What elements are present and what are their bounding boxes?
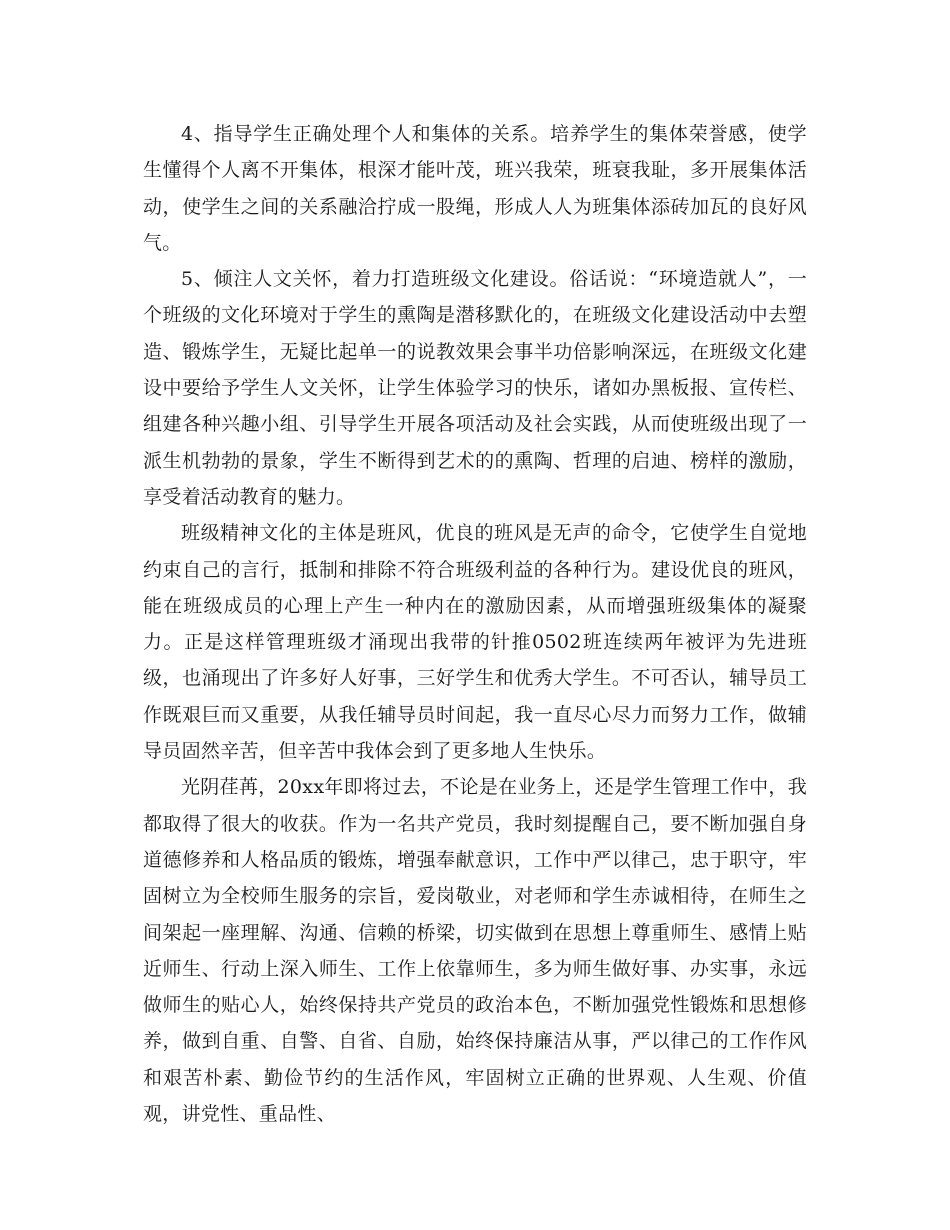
paragraph-year-summary: 光阴荏苒，20xx年即将过去，不论是在业务上，还是学生管理工作中，我都取得了很大的收获。作为一名共产党员，我时刻提醒自己，要不断加强自身道德修养和人格品质的锻炼，增强奉献意识，工作中严以律己，忠于职守，牢固树立为全校师生服务的宗旨，爱岗敬业，对老师和学生赤诚相待，在师生之间架起一座理解、沟通、信赖的桥梁，切实做到在思想上尊重师生、感情上贴近师生、行动上深入师生、工作上依靠师生，多为师生做好事、办实事，永远做师生的贴心人，始终保持共产党员的政治本色，不断加强党性锻炼和思想修养，做到自重、自警、自省、自励，始终保持廉洁从事，严以律己的工作作风和艰苦朴素、勤俭节约的生活作风，牢固树立正确的世界观、人生观、价值观，讲党性、重品性、 [143,776,807,1126]
paragraph-class-spirit: 班级精神文化的主体是班风，优良的班风是无声的命令，它使学生自觉地约束自己的言行，抵制和排除不符合班级利益的各种行为。建设优良的班风，能在班级成员的心理上产生一种内在的激励因素，从而增强班级集体的凝聚力。正是这样管理班级才涌现出我带的针推0502班连续两年被评为先进班级，也涌现出了许多好人好事，三好学生和优秀大学生。不可否认，辅导员工作既艰巨而又重要，从我任辅导员时间起，我一直尽心尽力而努力工作，做辅导员固然辛苦，但辛苦中我体会到了更多地人生快乐。 [143,522,807,763]
paragraph-class-culture: 5、倾注人文关怀，着力打造班级文化建设。俗话说：“环境造就人”，一个班级的文化环境对于学生的熏陶是潜移默化的，在班级文化建设活动中去塑造、锻炼学生，无疑比起单一的说教效果会事半功倍影响深远，在班级文化建设中要给予学生人文关怀，让学生体验学习的快乐，诸如办黑板报、宣传栏、组建各种兴趣小组、引导学生开展各项活动及社会实践，从而使班级出现了一派生机勃勃的景象，学生不断得到艺术的的熏陶、哲理的启迪、榜样的激励，享受着活动教育的魅力。 [143,268,807,508]
document-body [143,116,807,1132]
paragraph-class-collective: 4、指导学生正确处理个人和集体的关系。培养学生的集体荣誉感，使学生懂得个人离不开集体，根深才能叶茂，班兴我荣，班衰我耻，多开展集体活动，使学生之间的关系融洽拧成一股绳，形成人人为班集体添砖加瓦的良好风气。 [143,123,807,254]
